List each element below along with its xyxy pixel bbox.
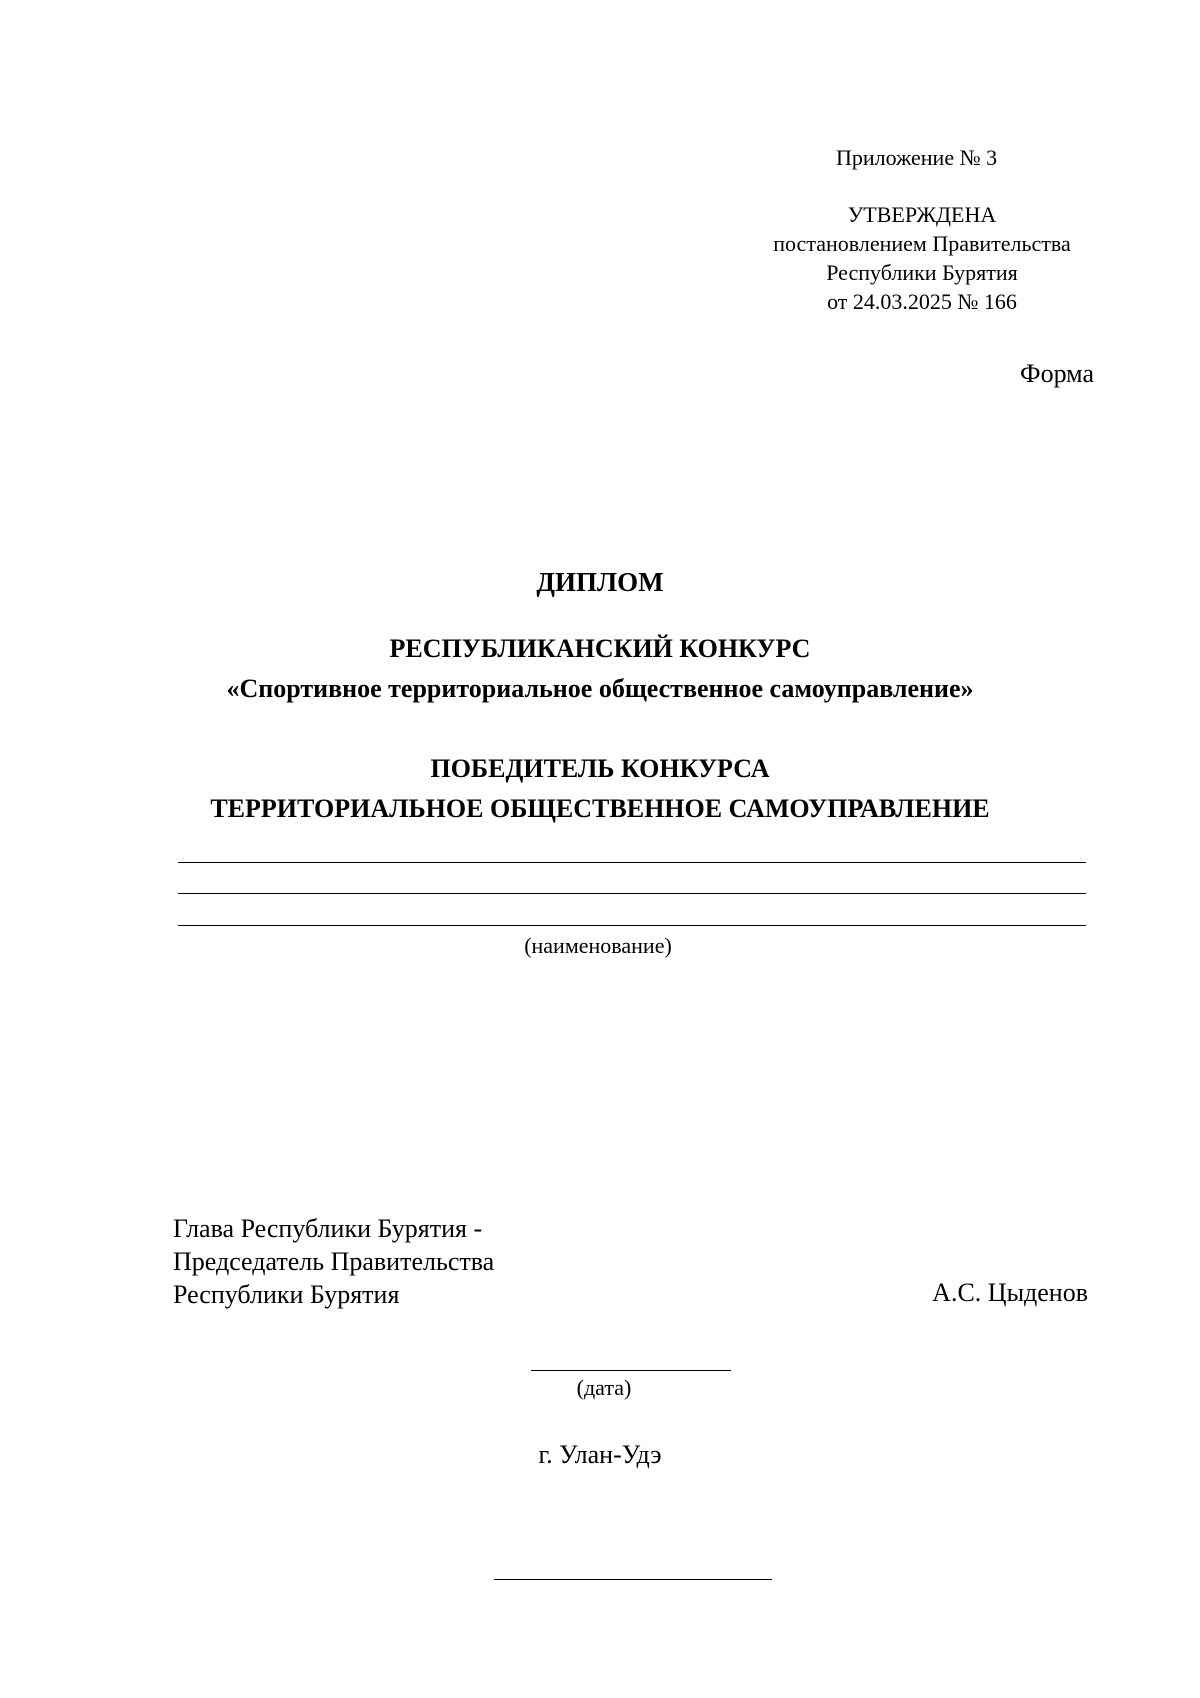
- date-caption: (дата): [576, 1375, 632, 1400]
- name-caption: (наименование): [524, 933, 672, 958]
- signer-position-line-3: Республики Бурятия: [173, 1280, 400, 1309]
- date-line: [531, 1370, 731, 1371]
- city-name: г. Улан-Удэ: [538, 1440, 662, 1469]
- name-line-2: [178, 893, 1086, 894]
- name-line-1: [178, 862, 1086, 863]
- approval-status: УТВЕРЖДЕНА: [847, 202, 997, 227]
- winner-heading: ПОБЕДИТЕЛЬ КОНКУРСА: [430, 754, 770, 783]
- contest-name: «Спортивное территориальное общественное самоуправление»: [226, 674, 974, 703]
- signer-position-line-1: Глава Республики Бурятия -: [173, 1214, 483, 1243]
- diploma-title: ДИПЛОМ: [536, 567, 664, 597]
- signer-position: [173, 1212, 494, 1311]
- winner-subheading: ТЕРРИТОРИАЛЬНОЕ ОБЩЕСТВЕННОЕ САМОУПРАВЛЕНИЕ: [210, 794, 990, 823]
- approval-line-3: от 24.03.2025 № 166: [827, 289, 1017, 314]
- signer-position-line-2: Председатель Правительства: [173, 1247, 495, 1276]
- bottom-line: [494, 1579, 772, 1580]
- approval-block: [752, 200, 1092, 316]
- annex-number: Приложение № 3: [836, 145, 998, 170]
- approval-line-2: Республики Бурятия: [826, 260, 1018, 285]
- approval-line-1: постановлением Правительства: [773, 231, 1071, 256]
- contest-title: РЕСПУБЛИКАНСКИЙ КОНКУРС: [389, 634, 811, 663]
- name-line-3: [178, 925, 1086, 926]
- form-label: Форма: [1020, 359, 1094, 388]
- signer-name: А.С. Цыденов: [932, 1278, 1088, 1307]
